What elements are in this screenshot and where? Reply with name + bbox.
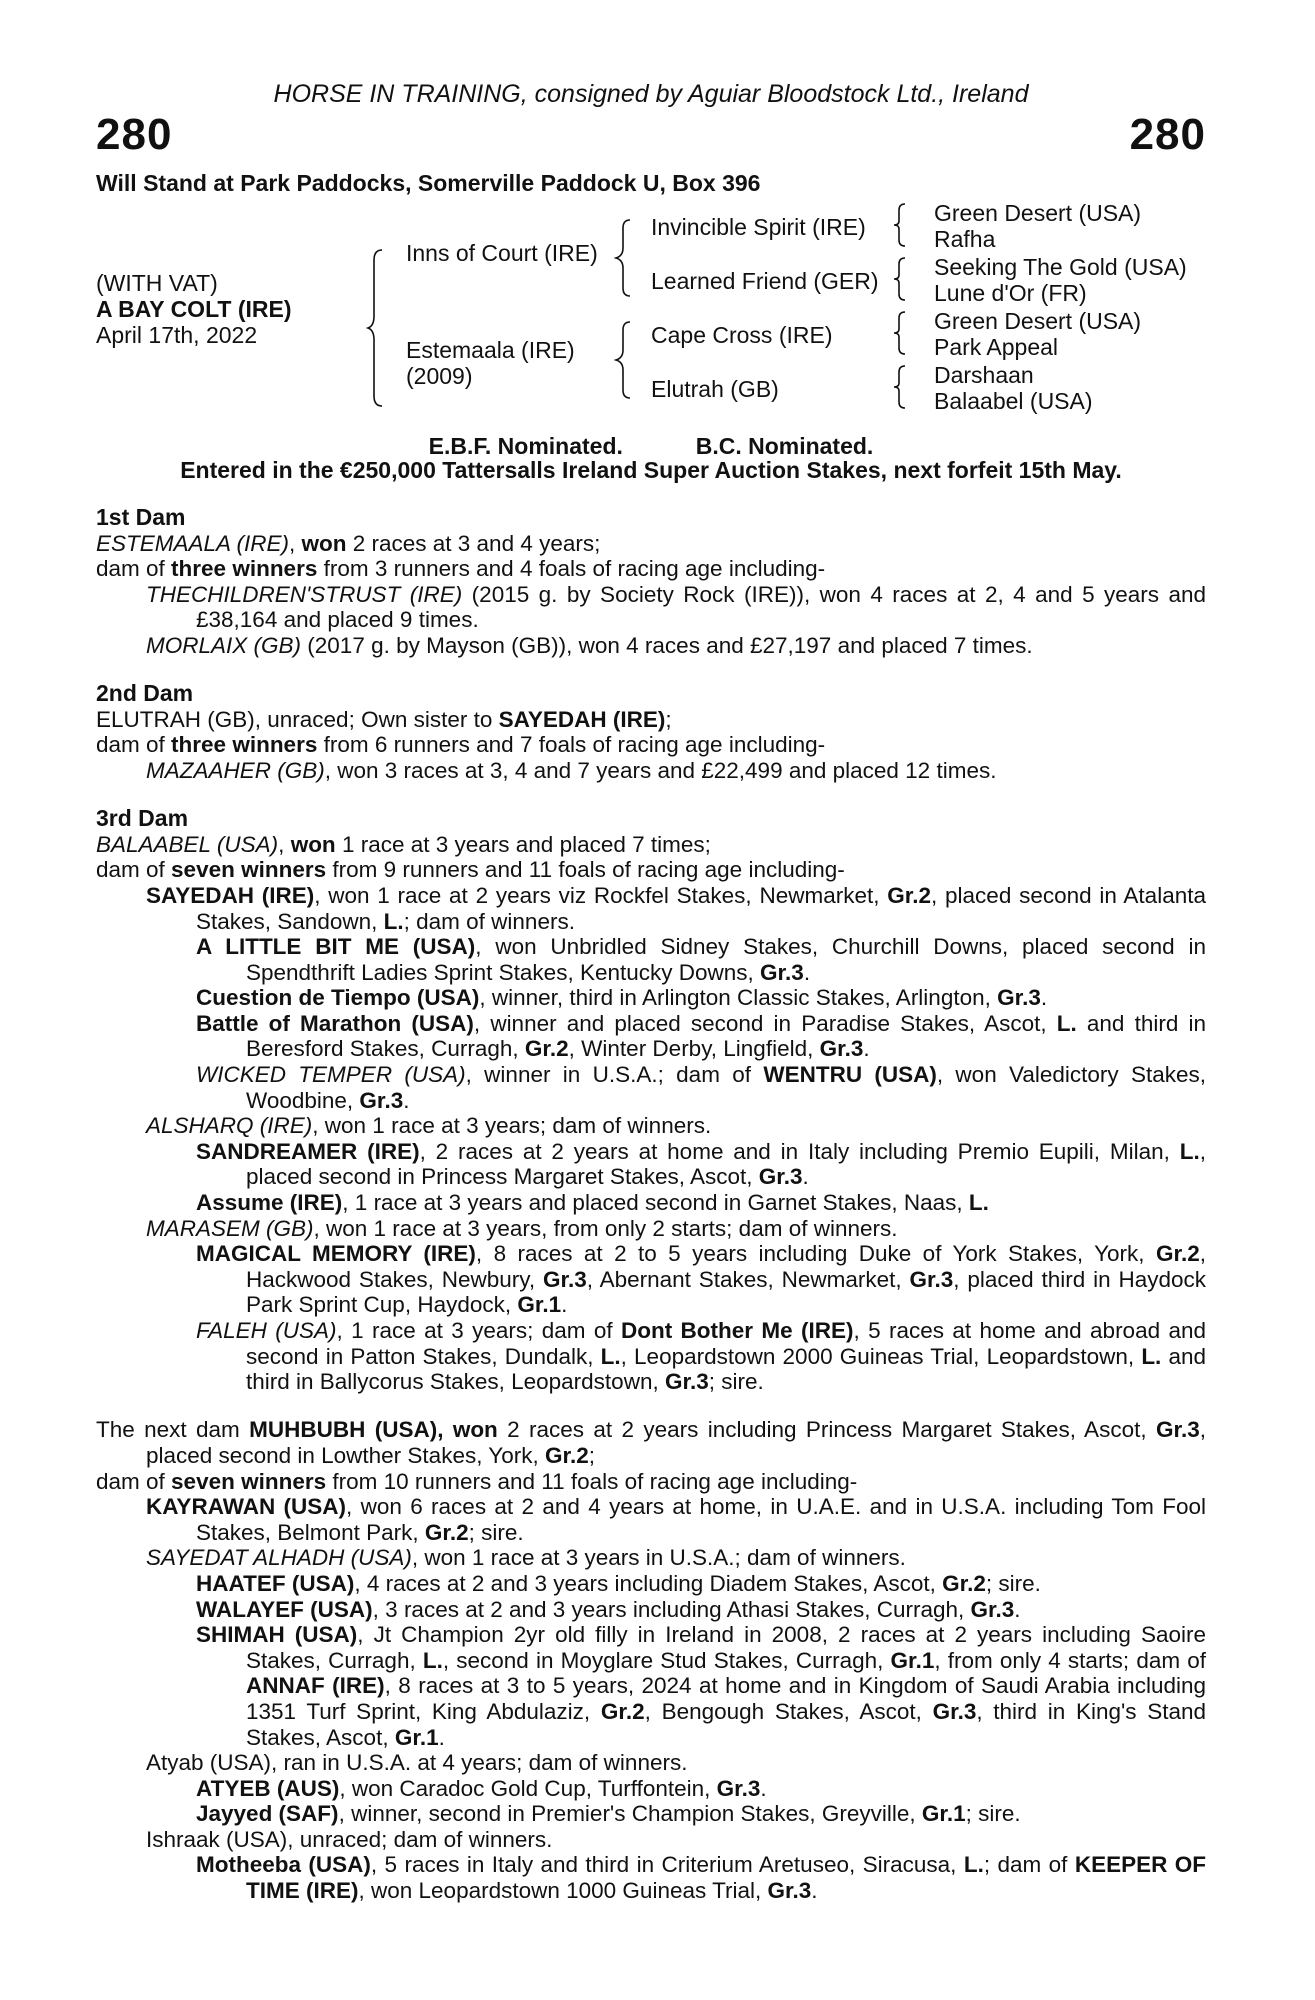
ebf-nomination: E.B.F. Nominated. xyxy=(428,433,623,459)
offspring-entry xyxy=(96,1545,1206,1571)
offspring-entry xyxy=(96,985,1206,1011)
foaling-date: April 17th, 2022 xyxy=(96,322,258,348)
grade: Gr.3 xyxy=(1155,1417,1200,1443)
stand-location: Will Stand at Park Paddocks, Somerville Paddock U, Box 396 xyxy=(96,170,761,196)
text: . xyxy=(803,959,811,985)
second-dam-line xyxy=(96,707,1206,733)
offspring-entry xyxy=(96,1011,1206,1062)
offspring-entry xyxy=(96,1597,1206,1623)
vat-note: (WITH VAT) xyxy=(96,270,218,296)
winners-count: seven winners xyxy=(171,857,327,883)
grade: Gr.2 xyxy=(600,1698,645,1724)
granddam-4: Balaabel (USA) xyxy=(934,388,1093,414)
dam-name: ESTEMAALA (IRE) xyxy=(96,530,289,556)
dam-dam: Elutrah (GB) xyxy=(651,376,779,402)
horse-name: WENTRU (USA) xyxy=(763,1062,937,1088)
horse-name: WICKED TEMPER (USA) xyxy=(196,1062,466,1088)
offspring-entry xyxy=(96,1139,1206,1190)
first-dam-line: ESTEMAALA (IRE), won 2 races at 3 and 4 years; xyxy=(96,530,601,556)
brace-g1 xyxy=(892,202,908,248)
grade: Gr.1 xyxy=(517,1292,562,1318)
horse-name: MORLAIX (GB) xyxy=(146,632,302,658)
text: , winner and placed second in Paradise Stakes, Ascot, xyxy=(473,1010,1057,1036)
third-dam-heading: 3rd Dam xyxy=(96,805,189,832)
first-dam-heading: 1st Dam xyxy=(96,504,186,530)
lot-number-left: 280 xyxy=(96,110,173,159)
horse-name: Battle of Marathon (USA) xyxy=(196,1010,474,1036)
grade: Gr.2 xyxy=(942,1570,986,1596)
text: dam of xyxy=(96,857,172,883)
horse-name: SANDREAMER (IRE) xyxy=(196,1138,420,1164)
text: , placed second in Lowther Stakes, York, xyxy=(146,1417,1206,1468)
text: , won Caradoc Gold Cup, Turffontein, xyxy=(339,1775,717,1801)
brace-sire xyxy=(614,218,634,298)
horse-name: KAYRAWAN (USA) xyxy=(146,1494,347,1520)
text: 1 race at 3 years and placed 7 times; xyxy=(335,831,711,857)
won-text: won xyxy=(290,831,336,857)
grade: Gr.2 xyxy=(887,882,932,908)
winners-count: seven winners xyxy=(171,1468,327,1494)
sire-name: Inns of Court (IRE) xyxy=(406,240,598,266)
text: , won Leopardstown 1000 Guineas Trial, xyxy=(358,1878,768,1904)
offspring-entry: Ishraak (USA), unraced; dam of winners. xyxy=(146,1826,553,1852)
grade: Gr.3 xyxy=(716,1775,761,1801)
grade: Gr.3 xyxy=(819,1036,864,1062)
text: , winner in U.S.A.; dam of xyxy=(465,1062,764,1088)
horse-name: MAZAAHER (GB) xyxy=(146,757,325,783)
third-dam-produce xyxy=(96,857,1206,883)
grade: L. xyxy=(1179,1138,1200,1164)
offspring-entry xyxy=(96,633,1206,659)
horse-name: MARASEM (GB) xyxy=(146,1215,314,1241)
offspring-entry xyxy=(96,1494,1206,1545)
text: from 10 runners and 11 foals of racing age including- xyxy=(326,1468,858,1494)
text: , 4 races at 2 and 3 years including Diadem Stakes, Ascot, xyxy=(354,1570,943,1596)
horse-name: A BAY COLT (IRE) xyxy=(96,296,292,322)
text: ELUTRAH (GB), unraced; Own sister to xyxy=(96,706,499,732)
granddam-2: Lune d'Or (FR) xyxy=(934,280,1087,306)
dam-name: BALAABEL (USA) xyxy=(96,831,279,857)
offspring-entry xyxy=(96,1571,1206,1597)
text: , 3 races at 2 and 3 years including Athasi Stakes, Curragh, xyxy=(372,1596,971,1622)
won-text: won xyxy=(301,530,347,556)
text: , second in Moyglare Stud Stakes, Curragh, xyxy=(442,1647,891,1673)
grade: Gr.3 xyxy=(970,1596,1015,1622)
text: , placed third in Haydock Park Sprint Cup, Haydock, xyxy=(246,1266,1206,1318)
second-dam-heading: 2nd Dam xyxy=(96,680,194,707)
text: ; dam of xyxy=(983,1852,1075,1878)
winners-count: three winners xyxy=(171,556,318,582)
grade: Gr.2 xyxy=(545,1442,589,1468)
grade: Gr.3 xyxy=(997,985,1041,1011)
horse-name: Jayyed (SAF) xyxy=(196,1801,339,1827)
granddam-1: Rafha xyxy=(934,226,996,252)
brace-dam xyxy=(614,320,634,400)
text: , Leopardstown 2000 Guineas Trial, Leopardstown, xyxy=(620,1343,1142,1369)
horse-name: Cuestion de Tiempo (USA) xyxy=(196,985,480,1011)
text: 2 races at 2 years including Princess Margaret Stakes, Ascot, xyxy=(497,1417,1156,1443)
text: , won Unbridled Sidney Stakes, Churchill Downs, placed second in Spendthrift Ladies Sprint Stakes, Kentucky Downs, xyxy=(246,934,1206,985)
consignor-header: HORSE IN TRAINING, consigned by Aguiar Bloodstock Ltd., Ireland xyxy=(273,80,1029,108)
bc-nomination: B.C. Nominated. xyxy=(695,433,874,459)
grade: Gr.2 xyxy=(1155,1241,1200,1267)
text: ; sire. xyxy=(708,1369,764,1395)
grade: Gr.3 xyxy=(359,1087,404,1113)
first-dam-produce xyxy=(96,556,1206,582)
next-dam-produce xyxy=(96,1469,1206,1495)
produce-record xyxy=(96,505,1206,1904)
grade: Gr.3 xyxy=(909,1266,954,1292)
dam-year: (2009) xyxy=(406,363,473,389)
grade: Gr.1 xyxy=(921,1801,966,1827)
brace-g2 xyxy=(892,256,908,302)
text: , 8 races at 2 to 5 years including Duke of York Stakes, York, xyxy=(475,1241,1156,1267)
text: The next dam xyxy=(96,1417,250,1443)
text: and third in Beresford Stakes, Curragh, xyxy=(246,1010,1207,1062)
won-text: won xyxy=(452,1417,498,1443)
grade: Gr.2 xyxy=(524,1036,569,1062)
text: , 5 races at home and abroad and second in Patton Stakes, Dundalk, xyxy=(246,1318,1206,1369)
text: (2015 g. by Society Rock (IRE)), won 4 races at 2, 4 and 5 years and £38,164 and placed 9 times. xyxy=(196,581,1207,633)
dam-name: Estemaala (IRE) xyxy=(406,337,575,363)
text: . xyxy=(811,1878,818,1904)
text: , 8 races at 3 to 5 years, 2024 at home and in Kingdom of Saudi Arabia including 1351 Turf Sprint, King Abdulaziz, xyxy=(246,1673,1206,1724)
offspring-entry xyxy=(96,1801,1206,1827)
grade: L. xyxy=(1141,1343,1162,1369)
nominations xyxy=(96,433,1206,460)
offspring-entry xyxy=(96,1852,1206,1903)
offspring-entry: Atyab (USA), ran in U.S.A. at 4 years; dam of winners. xyxy=(146,1750,688,1776)
brace-g4 xyxy=(892,364,908,410)
text: dam of xyxy=(96,556,172,582)
horse-name: Assume (IRE) xyxy=(196,1190,343,1216)
text: . xyxy=(863,1036,870,1062)
text: ; xyxy=(588,1442,596,1468)
horse-name: MAGICAL MEMORY (IRE) xyxy=(196,1241,476,1267)
horse-name: ALSHARQ (IRE) xyxy=(146,1113,313,1139)
text: , 2 races at 2 years at home and in Italy including Premio Eupili, Milan, xyxy=(419,1138,1180,1164)
text: , Hackwood Stakes, Newbury, xyxy=(246,1241,1206,1292)
text: , won 1 race at 3 years, from only 2 starts; dam of winners. xyxy=(313,1215,898,1241)
text: , third in King's Stand Stakes, Ascot, xyxy=(246,1698,1207,1750)
text: . xyxy=(760,1775,767,1801)
horse-name: KEEPER OF TIME (IRE) xyxy=(246,1852,1207,1904)
text: and third in Ballycorus Stakes, Leopardstown, xyxy=(246,1343,1206,1395)
offspring-entry xyxy=(96,1062,1206,1113)
pedigree-table xyxy=(96,200,1206,425)
text: , from only 4 starts; dam of xyxy=(934,1647,1206,1673)
offspring-entry xyxy=(96,1776,1206,1802)
offspring-entry xyxy=(96,1622,1206,1750)
text: , won 1 race at 2 years viz Rockfel Stakes, Newmarket, xyxy=(314,882,888,908)
horse-name: Dont Bother Me (IRE) xyxy=(620,1318,854,1343)
horse-name: HAATEF (USA) xyxy=(196,1570,355,1596)
offspring-entry xyxy=(96,1216,1206,1242)
horse-name: SHIMAH (USA) xyxy=(196,1622,358,1648)
winners-count: three winners xyxy=(171,732,318,758)
offspring-entry xyxy=(96,582,1206,633)
text: , winner, third in Arlington Classic Stakes, Arlington, xyxy=(479,985,998,1011)
grade: L. xyxy=(600,1343,621,1369)
text: . xyxy=(561,1292,568,1318)
offspring-entry xyxy=(96,1318,1206,1395)
grade: Gr.3 xyxy=(932,1698,977,1724)
text: dam of xyxy=(96,732,172,758)
grade: L. xyxy=(1056,1010,1077,1036)
horse-name: Motheeba (USA) xyxy=(196,1852,371,1878)
text: . xyxy=(802,1164,809,1190)
text: , 5 races in Italy and third in Criterium Aretuseo, Siracusa, xyxy=(370,1852,964,1878)
grandsire-3: Green Desert (USA) xyxy=(934,308,1142,334)
text: . xyxy=(438,1724,445,1750)
text: , 1 race at 3 years; dam of xyxy=(336,1318,621,1343)
text: from 6 runners and 7 foals of racing age including- xyxy=(317,732,826,758)
third-dam-line: BALAABEL (USA), won 1 race at 3 years and placed 7 times; xyxy=(96,831,711,857)
sire-sire: Invincible Spirit (IRE) xyxy=(651,214,866,240)
text: ; sire. xyxy=(965,1801,1021,1827)
grade: Gr.3 xyxy=(664,1369,709,1395)
text: . xyxy=(1040,985,1048,1011)
text: dam of xyxy=(96,1468,172,1494)
brace-main xyxy=(366,248,386,408)
grade: Gr.2 xyxy=(424,1519,469,1545)
offspring-entry xyxy=(96,883,1206,934)
text: ; xyxy=(665,706,672,732)
grandsire-4: Darshaan xyxy=(934,362,1034,388)
next-dam-line xyxy=(96,1417,1206,1468)
grade: L. xyxy=(968,1190,989,1216)
offspring-entry xyxy=(96,1113,1206,1139)
race-entry: Entered in the €250,000 Tattersalls Ireland Super Auction Stakes, next forfeit 15th May. xyxy=(180,457,1122,483)
text: , won 3 races at 3, 4 and 7 years and £22,499 and placed 12 times. xyxy=(324,757,997,783)
text: , won 1 race at 3 years in U.S.A.; dam of winners. xyxy=(411,1545,906,1571)
text: . xyxy=(1014,1596,1021,1622)
text: ; sire. xyxy=(468,1519,524,1545)
text: ; dam of winners. xyxy=(403,908,575,934)
horse-name: THECHILDREN'STRUST (IRE) xyxy=(146,581,463,607)
text: from 3 runners and 4 foals of racing age including- xyxy=(317,556,826,582)
grade: Gr.3 xyxy=(758,1164,803,1190)
grandsire-1: Green Desert (USA) xyxy=(934,200,1142,226)
dam-name: MUHBUBH (USA) xyxy=(249,1417,438,1443)
text: , Abernant Stakes, Newmarket, xyxy=(586,1266,910,1292)
offspring-entry xyxy=(96,934,1206,985)
offspring-entry xyxy=(96,1241,1206,1318)
text: , Winter Derby, Lingfield, xyxy=(568,1036,820,1062)
text: , winner, second in Premier's Champion Stakes, Greyville, xyxy=(338,1801,922,1827)
grade: Gr.3 xyxy=(542,1266,587,1292)
lot-number-right: 280 xyxy=(1129,110,1206,159)
grade: Gr.1 xyxy=(890,1647,935,1673)
text: . xyxy=(403,1087,410,1113)
horse-name: SAYEDAT ALHADH (USA) xyxy=(146,1545,412,1571)
grade: L. xyxy=(383,908,404,934)
text: , Bengough Stakes, Ascot, xyxy=(644,1698,933,1724)
second-dam-produce xyxy=(96,732,1206,758)
grade: L. xyxy=(422,1647,443,1673)
grade: Gr.3 xyxy=(767,1878,812,1904)
sire-dam: Learned Friend (GER) xyxy=(651,268,879,294)
grade: Gr.3 xyxy=(760,959,804,985)
text: , Jt Champion 2yr old filly in Ireland in 2008, 2 races at 2 years including Saoire Stakes, Curragh, xyxy=(246,1622,1206,1673)
text: from 9 runners and 11 foals of racing age including- xyxy=(326,857,845,883)
granddam-3: Park Appeal xyxy=(934,334,1059,360)
dam-sire: Cape Cross (IRE) xyxy=(651,322,833,348)
text: , 1 race at 3 years and placed second in Garnet Stakes, Naas, xyxy=(342,1190,969,1216)
text: , won 1 race at 3 years; dam of winners. xyxy=(312,1113,712,1139)
text: , placed second in Atalanta Stakes, Sandown, xyxy=(196,882,1206,934)
text: ; sire. xyxy=(985,1570,1041,1596)
offspring-entry xyxy=(96,1190,1206,1216)
text: , won 6 races at 2 and 4 years at home, in U.A.E. and in U.S.A. including Tom Fool Stakes, Belmont Park, xyxy=(196,1494,1206,1545)
horse-name: A LITTLE BIT ME (USA) xyxy=(196,934,476,960)
offspring-entry xyxy=(96,758,1206,784)
text: , xyxy=(437,1417,453,1443)
text: 2 races at 3 and 4 years; xyxy=(346,530,601,556)
text: , won Valedictory Stakes, Woodbine, xyxy=(246,1062,1206,1113)
grandsire-2: Seeking The Gold (USA) xyxy=(934,254,1187,280)
horse-name: ANNAF (IRE) xyxy=(246,1673,385,1699)
horse-name: SAYEDAH (IRE) xyxy=(146,882,315,908)
horse-name: WALAYEF (USA) xyxy=(196,1596,373,1622)
brace-g3 xyxy=(892,310,908,356)
text: , placed second in Princess Margaret Stakes, Ascot, xyxy=(246,1138,1206,1190)
horse-name: ATYEB (AUS) xyxy=(196,1775,340,1801)
grade: L. xyxy=(963,1852,984,1878)
grade: Gr.1 xyxy=(394,1724,439,1750)
horse-name: FALEH (USA) xyxy=(196,1318,337,1343)
text: (2017 g. by Mayson (GB)), won 4 races and £27,197 and placed 7 times. xyxy=(301,632,1033,658)
horse-name: SAYEDAH (IRE) xyxy=(498,706,666,732)
